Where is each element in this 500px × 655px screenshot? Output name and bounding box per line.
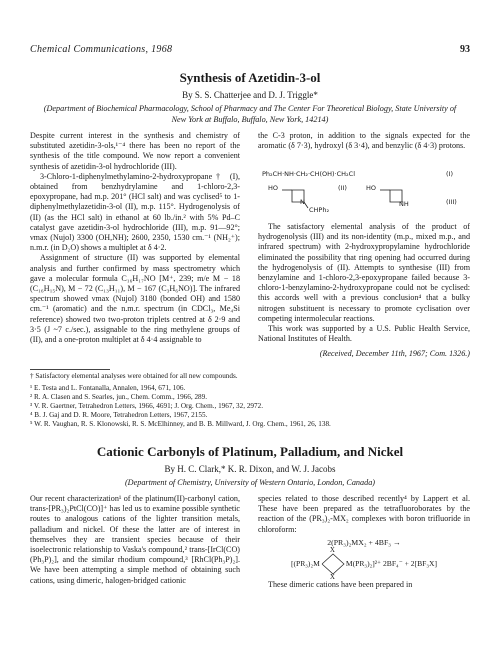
footnote: † Satisfactory elemental analyses were obtained for all new compounds.: [30, 372, 238, 380]
article1-affiliation: (Department of Biochemical Pharmacology, School of Pharmacy and The Center For Theoretical Biology, State University of New York at Buffalo, Buffalo, New York, 14214): [43, 104, 457, 124]
paragraph: Our recent characterization¹ of the platinum(II)-carbonyl cation, trans-[PR₃)₂PtCl(CO)]⁺ has led us to examine possible synthetic routes to analogous cations of the lighter transition metals, palladium and nickel. Of these the latter are of interest in themselves they are transient species because of their isoelectronic relationship to Vaska's compound,² trans-[IrCl(CO)(Ph₃P)₂], and the similar rhodium compound,³ [RhCl(Ph₃P)₂]. We have been attempting a simple method of obtaining such cations, using dimeric, halogen-bridged cationic: [30, 494, 240, 585]
azetidine-structures: [262, 178, 462, 218]
footnote: ⁴ B. J. Gaj and D. R. Moore, Tetrahedron Letters, 1967, 2155.: [30, 411, 208, 420]
structure-I-formula: Ph₂CH·NH·CH₂·CH(OH)·CH₂Cl: [262, 170, 355, 178]
article2-authors: By H. C. Clark,* K. R. Dixon, and W. J. Jacobs: [164, 464, 336, 474]
running-head: [30, 44, 470, 58]
footnote: ⁵ W. R. Vaughan, R. S. Klonowski, R. S. McElhinney, and B. B. Millward, J. Org. Chem., 1961, 26, 138.: [30, 420, 331, 429]
page-number: 93: [460, 44, 470, 55]
structure-III-ho: HO: [366, 184, 377, 192]
article2-affiliation: (Department of Chemistry, University of Western Ontario, London, Canada): [124, 478, 376, 487]
article1-authors: By S. S. Chatterjee and D. J. Triggle*: [182, 90, 318, 100]
structure-II-ho: HO: [268, 184, 279, 192]
paragraph: The satisfactory elemental analysis of the product of hydrogenolysis (III) and its non-identity (m.p., mixed m.p., and infrared spectrum) with 2-hydroxypropylamine hydrochloride eliminated the possibility that ring opening had occurred during the hydrogenolysis of (II). Attempts to synthesise (III) from benzylamine and 1-chloro-2,3-epoxypropane failed because 3-chloro-1-benzylamino-2-hydroxypropane could not be cyclised: this accords well with a previous conclusion⁴ that a bulky nitrogen substituent is necessary to promote cyclisation over competing intermolecular reactions.: [258, 222, 470, 323]
bridge-x-bottom: X: [329, 573, 335, 582]
paragraph: species related to those described recently⁴ by Lappert et al. These have been prepared as the tetrafluoroborates by the reaction of the (PR₃)₂-MX₂ complexes with boron trifluoride in chloroform:: [258, 494, 470, 534]
paragraph: Assignment of structure (II) was supported by elemental analysis and further confirmed by mass spectrometry which gave a molecular formula C₁₆H₁₇NO [M⁺, 239; m/e M − 18 (C₁₆H₁₅N), M − 72 (C₁₃H₁₁), M − 167 (C₃H₆NO)]. The infrared spectrum showed νmax (Nujol) 3180 (bonded OH) and 1580 cm.⁻¹ (aromatic) and the n.m.r. spectrum (in CDCl₃, Me₄Si reference) showed two two-proton triplets centred at δ 2·9 and 3·5 (J ~7 c./sec.), assignable to the ring methylene groups of (II), and a one-proton multiplet at δ 4·4 assignable to: [30, 253, 240, 345]
equation-1: 2(PR₃)₂MX₂ + 4BF₃ →: [327, 537, 401, 547]
structure-II-chph2: CHPh₂: [309, 206, 330, 214]
article1-right-top: [258, 131, 470, 151]
equation-2-right: M(PR₃)₂]²⁺ 2BF₄⁻ + 2[BF₃X]: [345, 558, 438, 568]
halogen-bridge: [321, 546, 345, 582]
footnote: ¹ E. Testa and L. Fontanalla, Annalen, 1964, 671, 106.: [30, 384, 186, 393]
footnote: ³ V. R. Gaertner, Tetrahedron Letters, 1966, 4691; J. Org. Chem., 1967, 32, 2972.: [30, 402, 263, 411]
paragraph: These dimeric cations have been prepared in: [268, 580, 413, 590]
paragraph: the C-3 proton, in addition to the signals expected for the aromatic (δ 7·3), hydroxyl (δ 3·4), and benzylic (δ 4·3) protons.: [258, 131, 470, 151]
received-date: (Received, December 11th, 1967; Com. 1326.): [319, 349, 470, 359]
footnote-rule: [30, 369, 110, 370]
paragraph: Despite current interest in the synthesis and chemistry of substituted azetidin-3-ols,¹⁻⁴ there has been no report of the synthesis of the title compound. We now report a convenient synthesis of azetidin-3-ol hydrochloride (III).: [30, 131, 240, 171]
structure-III-label: (III): [446, 198, 457, 206]
footnotes: [30, 372, 470, 430]
footnote: ² R. A. Clasen and S. Searles, jun., Chem. Comm., 1966, 289.: [30, 393, 208, 402]
structure-II-n: N: [300, 198, 305, 206]
article1-left-column: [30, 131, 240, 345]
bridge-x-top: X: [329, 546, 335, 555]
structure-II-label: (II): [338, 184, 347, 192]
article1-right-column: [258, 222, 470, 360]
article2-title: Cationic Carbonyls of Platinum, Palladium, and Nickel: [96, 444, 404, 459]
article2-right-column: [258, 494, 470, 590]
paragraph: 3-Chloro-1-diphenylmethylamino-2-hydroxypropane† (I), obtained from benzhydrylamine and 1-chloro-2,3-epoxypropane, had m.p. 201° (HCl salt) and was cyclised⁵ to 1-diphenylmethylazetidin-3-ol (II), m.p. 115°. Hydrogenolysis of (II) (as the HCl salt) in ethanol at 60 lb./in.² with 5% Pd–C catalyst gave azetidin-3-ol hydrochloride (III), m.p. 91—92°; νmax (Nujol) 3300 (OH,NH); 2600, 2350, 1530 cm.⁻¹ (NH₂⁺); n.m.r. (in D₂O) shows a multiplet at δ 4·2.: [30, 171, 240, 253]
journal-name: Chemical Communications, 1968: [30, 44, 173, 55]
equation-2-left: [(PR₃)₂M: [290, 558, 320, 568]
structure-III-nh: NH: [399, 200, 409, 208]
structure-I-label: (I): [446, 170, 453, 178]
paragraph: This work was supported by a U.S. Public Health Service, National Institutes of Health.: [258, 324, 470, 344]
equation-2: [258, 546, 470, 582]
article2-left-column: [30, 494, 240, 586]
article1-title: Synthesis of Azetidin-3-ol: [179, 70, 321, 85]
